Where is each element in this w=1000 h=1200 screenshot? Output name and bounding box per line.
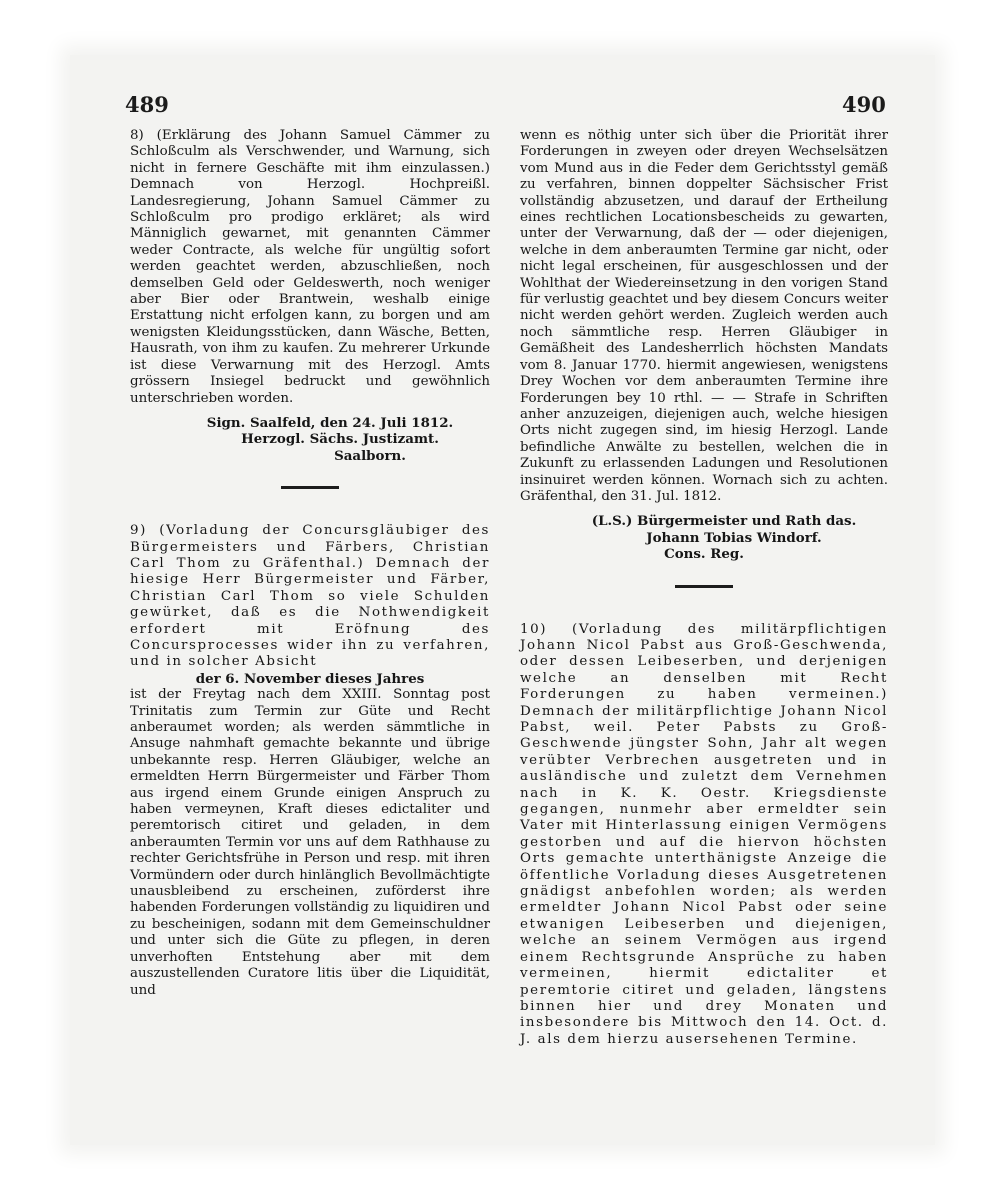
- notice-8-signature-office: Herzogl. Sächs. Justizamt.: [241, 431, 439, 448]
- notice-9-ending: wenn es nöthig unter sich über die Priorität ihrer Forderungen in zweyen oder dreyen Wechselsätzen vom Mund aus in die Feder dem Gerichtsstyl gemäß zu verfahren, binnen doppelter Sächsischer Frist vollständig abzusetzen, und darauf der Ertheilung eines rechtlichen Locationsbescheids zu gewarten, unter der Verwarnung, daß der — oder diejenigen, welche in dem anberaumten Termine gar nicht, oder nicht legal erscheinen, für ausgeschlossen und der Wohlthat der Wiedereinsetzung in den vorigen Stand für verlustig geachtet und bey diesem Concurs weiter nicht werden gehört werden. Zugleich werden auch noch sämmtliche resp. Herren Gläubiger in Gemäßheit des Landesherrlich höchsten Mandats vom 8. Januar 1770. hiermit angewiesen, wenigstens Drey Wochen vor dem anberaumten Termine ihre Forderungen bey 10 rthl. — — Strafe in Schriften anher anzuzeigen, diejenigen auch, welche hiesigen Orts nicht zugegen sind, im hiesig Herzogl. Lande befindliche Anwälte zu bestellen, welchen die in Zukunft zu erlassenden Ladungen und Resolutionen insinuiret werden können. Wornach sich zu achten. Gräfenthal, den 31. Jul. 1812.: [520, 128, 888, 504]
- right-column: [520, 128, 888, 1048]
- notice-9-text: 9) (Vorladung der Concursgläubiger des Bürgermeisters und Färbers, Christian Carl Thom zu Gräfenthal.) Demnach der hiesige Herr Bürgermeister und Färber, Christian Carl Thom so viele Schulden gewürket, daß es die Nothwendigkeit erfordert mit Eröfnung des Concursprocesses wider ihn zu verfahren, und in solcher Absicht: [130, 523, 490, 670]
- notice-8-signature-place: Sign. Saalfeld, den 24. Juli 1812.: [206, 414, 454, 431]
- page-number-left: 489: [125, 92, 169, 117]
- section-divider-right: [675, 585, 733, 588]
- section-divider: [281, 486, 339, 489]
- notice-9-signature-reg: Cons. Reg.: [664, 546, 744, 563]
- notice-9-date-line: der 6. November dieses Jahres: [195, 670, 425, 687]
- notice-10-text: 10) (Vorladung des militärpflichtigen Johann Nicol Pabst aus Groß-Geschwenda, oder dessen Leibeserben, und derjenigen welche an denselben mit Recht Forderungen zu haben vermeinen.) Demnach der militärpflichtige Johann Nicol Pabst, weil. Peter Pabsts zu Groß-Geschwende jüngster Sohn, Jahr alt wegen verübter Verbrechen ausgetreten und in ausländische und zuletzt dem Vernehmen nach in K. K. Oestr. Kriegsdienste gegangen, nunmehr aber ermeldter sein Vater mit Hinterlassung einigen Vermögens gestorben und auf die hiervon höchsten Orts gemachte unterthänigste Anzeige die öffentliche Vorladung dieses Ausgetretenen gnädigst anbefohlen worden; als werden ermeldter Johann Nicol Pabst oder seine etwanigen Leibeserben und diejenigen, welche an seinem Vermögen aus irgend einem Rechtsgrunde Ansprüche zu haben vermeinen, hiermit edictaliter et peremtorie citiret und geladen, längstens binnen hier und drey Monaten und insbesondere bis Mittwoch den 14. Oct. d. J. als dem hierzu ausersehenen Termine.: [520, 621, 888, 1047]
- notice-9-signature-seal: (L.S.) Bürgermeister und Rath das.: [591, 513, 857, 530]
- notice-9-signature-name: Johann Tobias Windorf.: [646, 529, 822, 546]
- notice-8-signature-name: Saalborn.: [334, 447, 406, 464]
- left-column: [130, 128, 490, 999]
- notice-8-text: 8) (Erklärung des Johann Samuel Cämmer zu Schloßculm als Verschwender, und Warnung, sich nicht in fernere Geschäfte mit ihm einzulassen.) Demnach von Herzogl. Hochpreißl. Landesregierung, Johann Samuel Cämmer zu Schloßculm pro prodigo erkläret; als wird Männiglich gewarnet, mit genannten Cämmer weder Contracte, als welche für ungültig sofort werden geachtet werden, abzuschließen, noch demselben Geld oder Geldeswerth, noch weniger aber Bier oder Brantwein, weshalb einige Erstattung nicht erfolgen kann, zu borgen und am wenigsten Kleidungsstücken, dann Wäsche, Betten, Hausrath, von ihm zu kaufen. Zu mehrerer Urkunde ist diese Verwarnung mit des Herzogl. Amts grössern Insiegel bedruckt und gewöhnlich unterschrieben worden.: [130, 128, 490, 406]
- notice-9-continuation: ist der Freytag nach dem XXIII. Sonntag post Trinitatis zum Termin zur Güte und Recht anberaumet worden; als werden sämmtliche in Ansuge nahmhaft gemachte bekannte und übrige unbekannte resp. Herren Gläubiger, welche an ermeldten Herrn Bürgermeister und Färber Thom aus irgend einem Grunde einigen Anspruch zu haben vermeynen, Kraft dieses edictaliter und peremtorisch citiret und geladen, in dem anberaumten Termin vor uns auf dem Rathhause zu rechter Gerichtsfrühe in Person und resp. mit ihren Vormündern oder durch hinlänglich Bevollmächtigte unausbleibend zu erscheinen, zuförderst ihre habenden Forderungen vollständig zu liquidiren und zu bescheinigen, sodann mit dem Gemeinschuldner und unter sich die Güte zu pflegen, in deren unverhoften Entstehung aber mit dem auszustellenden Curatore litis über die Liquidität, und: [130, 687, 490, 998]
- page-number-right: 490: [842, 92, 886, 117]
